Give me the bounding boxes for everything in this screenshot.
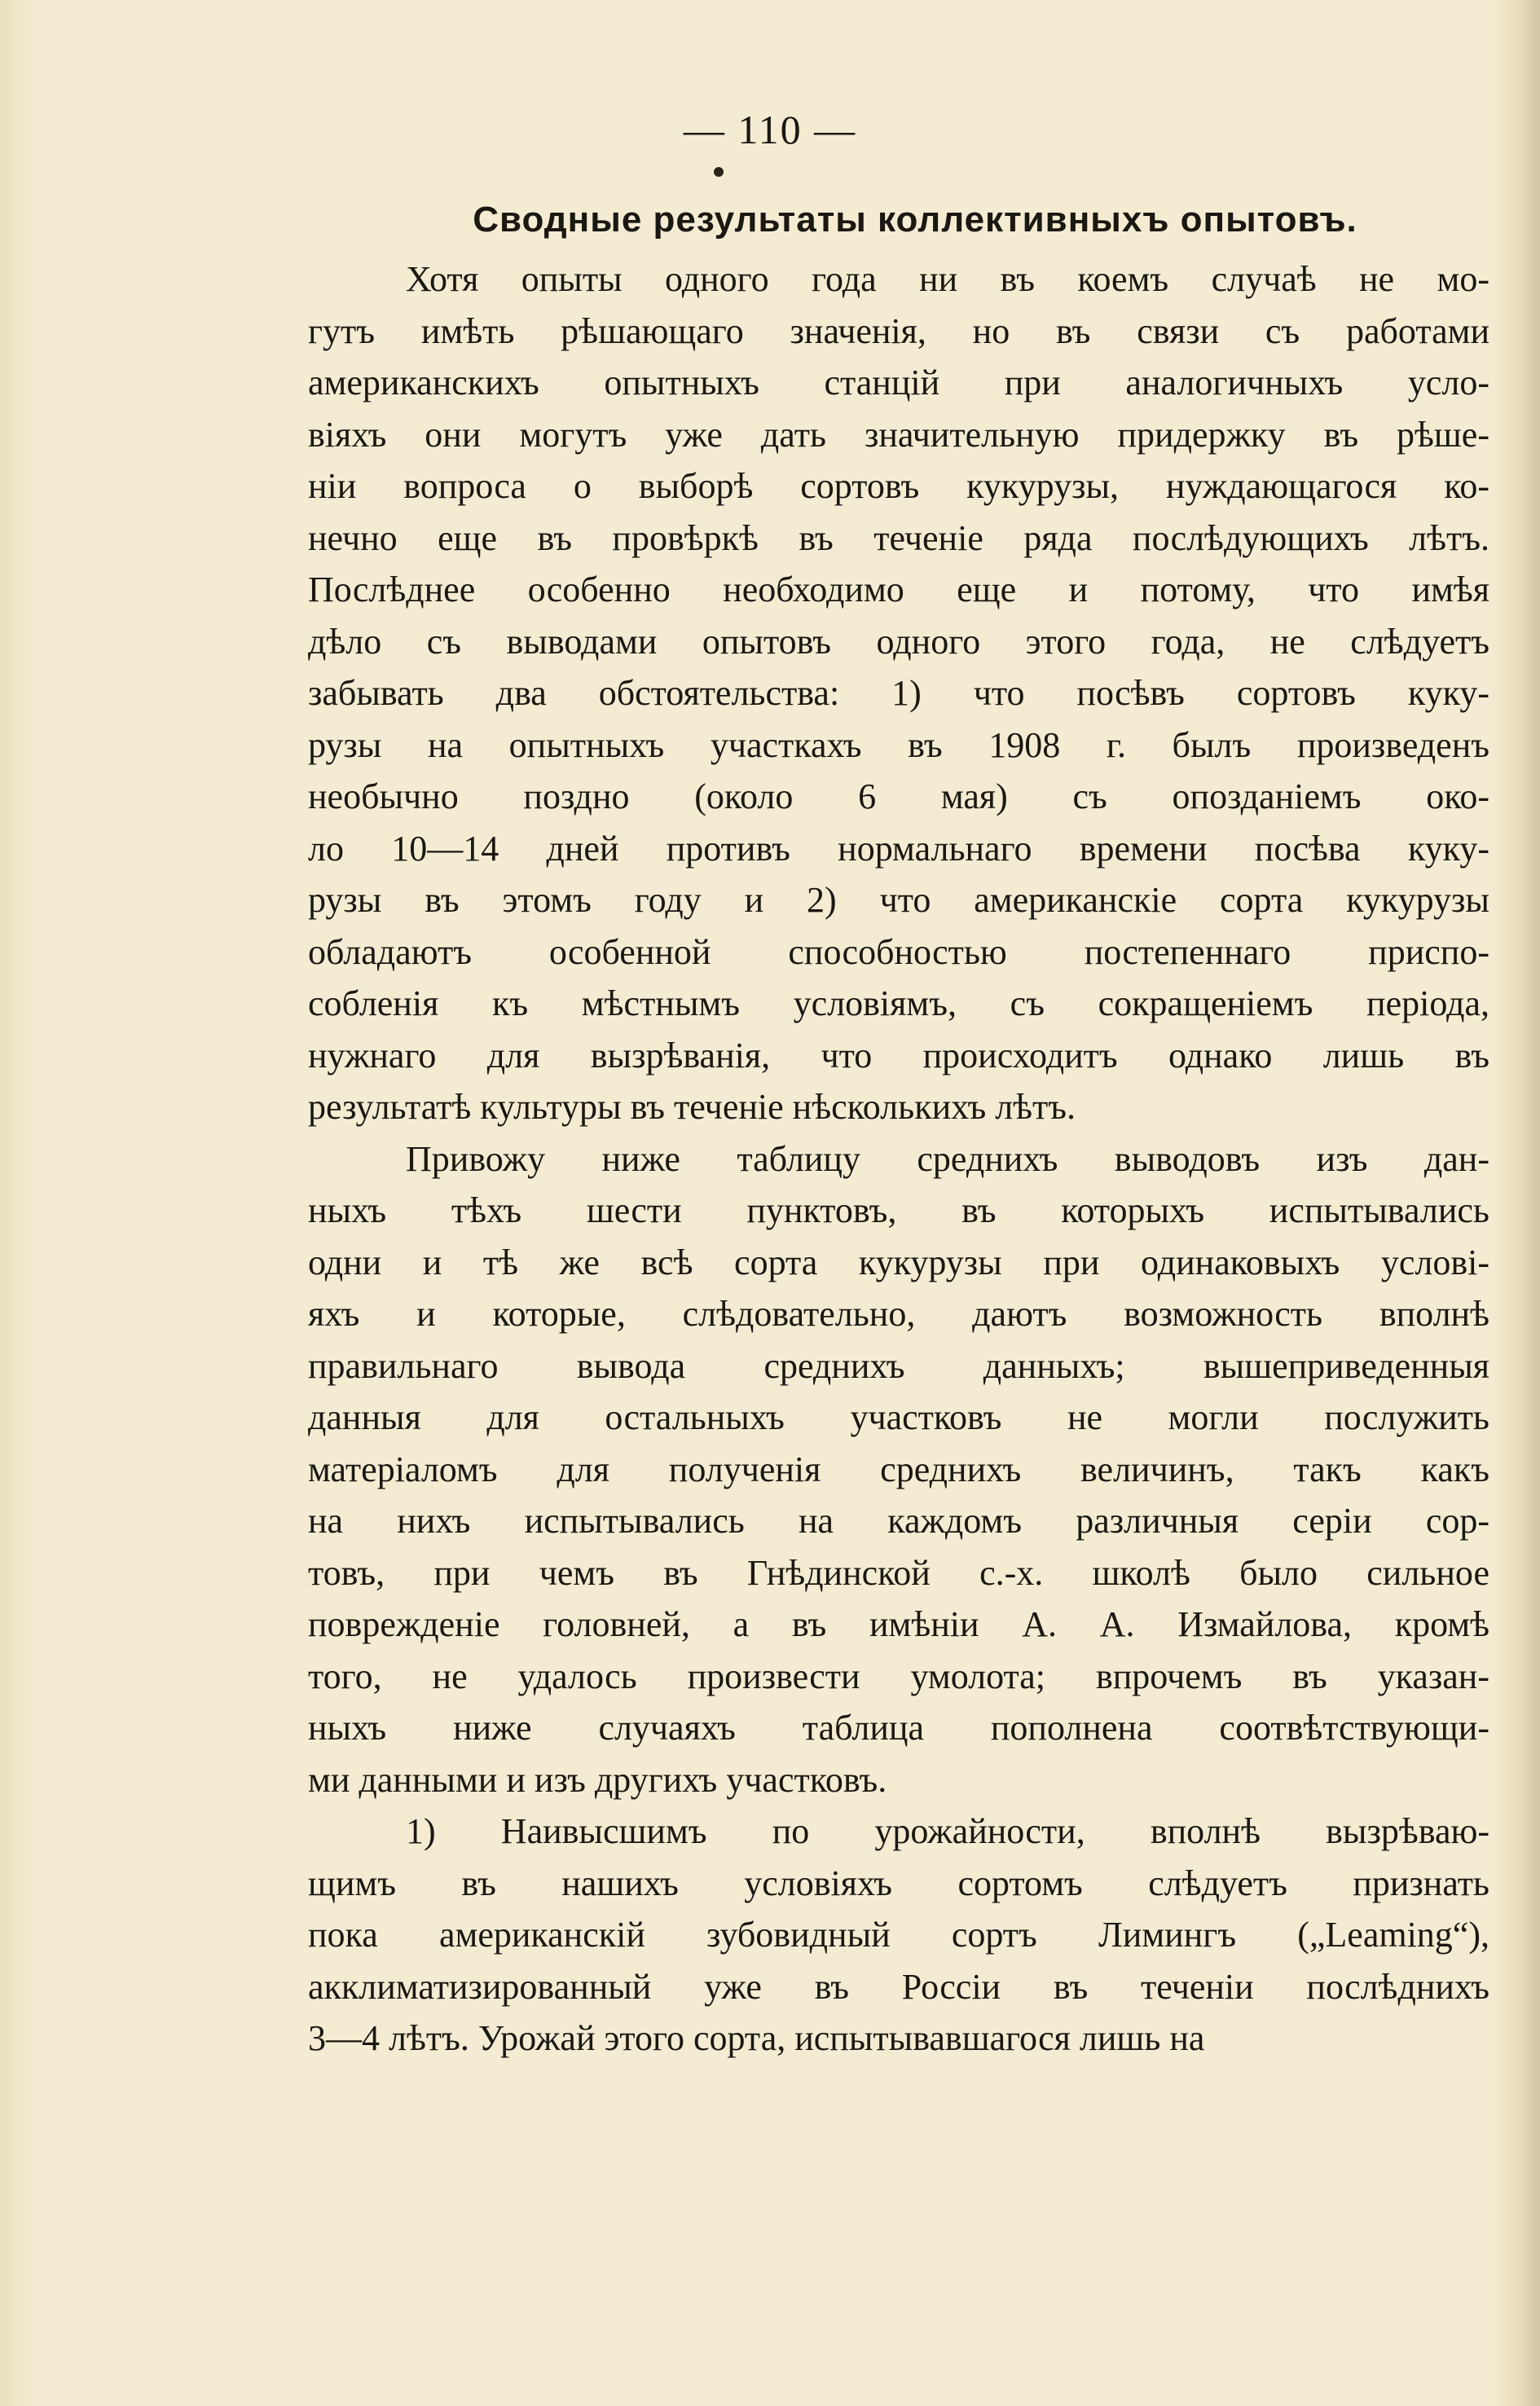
text-line: обладаютъ особенной способностью постепеннаго приспо-: [308, 931, 1489, 972]
text-line: нужнаго для вызрѣванія, что происходитъ однако лишь въ: [308, 1035, 1489, 1075]
text-line: пока американскій зубовидный сортъ Лимингъ („Leaming“),: [308, 1915, 1489, 1955]
text-line: Привожу ниже таблицу среднихъ выводовъ изъ дан-: [406, 1138, 1489, 1179]
text-line: ніи вопроса о выборѣ сортовъ кукурузы, нуждающагося ко-: [308, 466, 1489, 506]
text-line: результатѣ культуры въ теченіе нѣсколькихъ лѣтъ.: [308, 1087, 1076, 1127]
text-line: поврежденіе головней, а въ имѣніи А. А. Измайлова, кромѣ: [308, 1604, 1489, 1644]
text-line: ныхъ ниже случаяхъ таблица пополнена соотвѣтствующи-: [308, 1708, 1489, 1748]
text-line: данныя для остальныхъ участковъ не могли послужить: [308, 1397, 1489, 1437]
text-line: рузы въ этомъ году и 2) что американскіе сорта кукурузы: [308, 880, 1489, 920]
text-line: матеріаломъ для полученія среднихъ величинъ, такъ какъ: [308, 1449, 1489, 1489]
text-line: американскихъ опытныхъ станцій при аналогичныхъ усло-: [308, 363, 1489, 402]
text-line: необычно поздно (около 6 мая) съ опозданіемъ око-: [308, 776, 1489, 816]
text-line: собленія къ мѣстнымъ условіямъ, съ сокращеніемъ періода,: [308, 983, 1489, 1023]
text-line: ми данными и изъ другихъ участковъ.: [308, 1759, 887, 1800]
text-line: ло 10—14 дней противъ нормальнаго времени посѣва куку-: [308, 828, 1489, 869]
paragraph-3: [308, 1806, 1489, 2065]
text-line: рузы на опытныхъ участкахъ въ 1908 г. былъ произведенъ: [308, 724, 1489, 765]
text-line: гутъ имѣть рѣшающаго значенія, но въ связи съ работами: [308, 310, 1489, 351]
text-line: 3—4 лѣтъ. Урожай этого сорта, испытывавшагося лишь на: [308, 2018, 1205, 2058]
paragraph-1: [308, 253, 1489, 1133]
text-line: забывать два обстоятельства: 1) что посѣвъ сортовъ куку-: [308, 673, 1489, 713]
text-line: правильнаго вывода среднихъ данныхъ; вышеприведенныя: [308, 1345, 1489, 1386]
text-line: одни и тѣ же всѣ сорта кукурузы при одинаковыхъ услові-: [308, 1242, 1489, 1282]
page-body: [308, 191, 1489, 2065]
text-line: товъ, при чемъ въ Гнѣдинской с.-х. школѣ было сильное: [308, 1552, 1489, 1593]
paper-edge-right: [1491, 0, 1540, 2406]
text-line: 1) Наивысшимъ по урожайности, вполнѣ вызрѣваю-: [406, 1811, 1489, 1851]
text-line: Послѣднее особенно необходимо еще и потому, что имѣя: [308, 570, 1489, 609]
text-line: віяхъ они могутъ уже дать значительную придержку въ рѣше-: [308, 414, 1489, 455]
text-line: яхъ и которые, слѣдовательно, даютъ возможность вполнѣ: [308, 1294, 1489, 1334]
text-line: щимъ въ нашихъ условіяхъ сортомъ слѣдуетъ признать: [308, 1863, 1489, 1903]
text-line: акклиматизированный уже въ Россіи въ теченіи послѣднихъ: [308, 1966, 1489, 2007]
text-line: того, не удалось произвести умолота; впрочемъ въ указан-: [308, 1656, 1489, 1696]
paper-edge-left: [0, 0, 33, 2406]
print-speck: [714, 167, 724, 177]
section-heading: Сводные результаты коллективныхъ опытовъ.: [473, 200, 1357, 240]
text-line: на нихъ испытывались на каждомъ различныя серіи сор-: [308, 1501, 1489, 1541]
page-number: — 110 —: [683, 107, 857, 152]
paragraph-2: [308, 1133, 1489, 1806]
text-line: дѣло съ выводами опытовъ одного этого года, не слѣдуетъ: [308, 621, 1489, 662]
text-line: ныхъ тѣхъ шести пунктовъ, въ которыхъ испытывались: [308, 1190, 1489, 1230]
text-line: Хотя опыты одного года ни въ коемъ случаѣ не мо-: [406, 259, 1489, 299]
text-line: нечно еще въ провѣркѣ въ теченіе ряда послѣдующихъ лѣтъ.: [308, 517, 1489, 558]
